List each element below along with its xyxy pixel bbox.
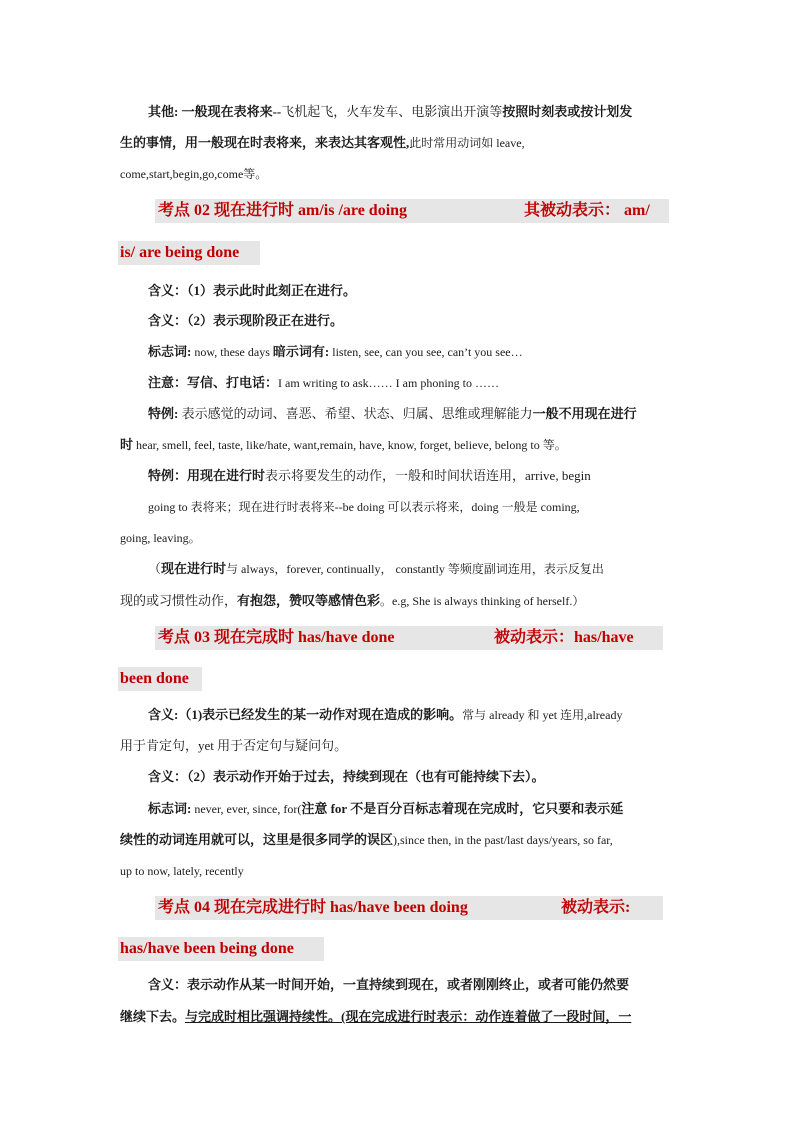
p03-signal-words-cont: 续性的动词连用就可以，这里是很多同学的误区),since then, in the past/last days/years, so far, <box>120 832 613 847</box>
section-heading-02 <box>155 199 669 223</box>
p03-meaning-1-cont: 用于肯定句，yet 用于否定句与疑问句。 <box>120 738 348 753</box>
p03-meaning-2: 含义：（2）表示动作开始于过去，持续到现在（也有可能持续下去）。 <box>148 769 545 784</box>
p02-note: 注意：写信、打电话：I am writing to ask…… I am phoning to …… <box>148 375 499 390</box>
section-heading-03-cont: been done <box>118 667 202 691</box>
heading-02-passive: 其被动表示： am/ <box>524 202 650 219</box>
p02-exception-1: 特例: 表示感觉的动词、喜恶、希望、状态、归属、思维或理解能力一般不用现在进行 <box>148 406 637 421</box>
p02-signal-words: 标志词: now, these days 暗示词有: listen, see, can you see, can’t you see… <box>148 344 523 359</box>
other-line-3: come,start,begin,go,come等。 <box>120 167 268 181</box>
other-line-2: 生的事情，用一般现在时表将来，来表达其客观性,此时常用动词如 leave, <box>120 135 525 150</box>
heading-04-passive: 被动表示: <box>561 899 631 916</box>
p02-frequency-note: （现在进行时与 always，forever, continually， constantly 等频度副词连用，表示反复出 <box>148 561 604 576</box>
p04-meaning-cont: 继续下去。与完成时相比强调持续性。(现在完成进行时表示：动作连着做了一段时间，一 <box>120 1009 632 1024</box>
p03-meaning-1: 含义:（1)表示已经发生的某一动作对现在造成的影响。常与 already 和 yet 连用,already <box>148 707 623 722</box>
heading-02-title: 考点 02 现在进行时 am/is /are doing <box>158 202 408 219</box>
p04-meaning: 含义：表示动作从某一时间开始，一直持续到现在，或者刚刚终止，或者可能仍然要 <box>148 977 630 992</box>
heading-03-title: 考点 03 现在完成时 has/have done <box>158 629 395 646</box>
heading-03-passive: 被动表示：has/have <box>494 629 634 646</box>
p02-exception-2-cont: going to 表将来；现在进行时表将来--be doing 可以表示将来，doing 一般是 coming, <box>148 500 580 514</box>
p03-signal-words: 标志词: never, ever, since, for(注意 for 不是百分百标志着现在完成时，它只要和表示延 <box>148 801 624 816</box>
other-label: 其他: 一般现在表将来-- <box>148 104 282 119</box>
p02-exception-2: 特例：用现在进行时表示将要发生的动作，一般和时间状语连用，arrive, begin <box>148 468 591 483</box>
p02-meaning-1: 含义：（1）表示此时此刻正在进行。 <box>148 283 357 298</box>
p02-exception-2-end: going, leaving。 <box>120 531 201 545</box>
p02-frequency-note-cont: 现的或习惯性动作，有抱怨，赞叹等感情色彩。e.g, She is always thinking of herself.） <box>120 593 585 608</box>
p02-exception-1-cont: 时 hear, smell, feel, taste, like/hate, want,remain, have, know, forget, believe, belong to 等。 <box>120 437 567 452</box>
section-heading-04-cont: has/have been being done <box>118 937 324 961</box>
section-heading-03 <box>155 626 663 650</box>
p04-underlined-note: 与完成时相比强调持续性。(现在完成进行时表示：动作连着做了一段时间，一 <box>185 1009 632 1024</box>
other-line-1: 其他: 一般现在表将来--飞机起飞，火车发车、电影演出开演等按照时刻表或按计划发 <box>148 104 633 119</box>
p03-signal-words-end: up to now, lately, recently <box>120 864 244 878</box>
section-heading-02-cont: is/ are being done <box>118 241 260 265</box>
section-heading-04 <box>155 896 663 920</box>
p02-meaning-2: 含义：（2）表示现阶段正在进行。 <box>148 313 344 328</box>
heading-04-title: 考点 04 现在完成进行时 has/have been doing <box>158 899 468 916</box>
